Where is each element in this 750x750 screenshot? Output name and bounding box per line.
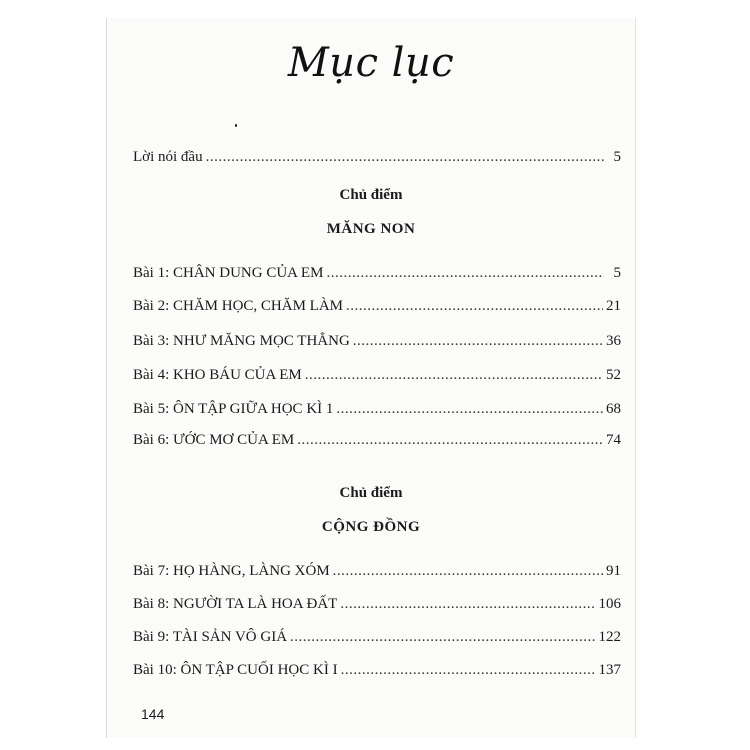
toc-label: Bài 7: HỌ HÀNG, LÀNG XÓM [133,563,330,579]
toc-label: Bài 8: NGƯỜI TA LÀ HOA ĐẤT [133,596,338,612]
dot-leader [341,661,596,679]
dot-leader [290,628,595,646]
page-number: 144 [141,706,165,722]
toc-label: Bài 5: ÔN TẬP GIỮA HỌC KÌ 1 [133,401,334,417]
section-heading: Chủ điểm [339,485,403,501]
toc-page: 106 [598,596,621,612]
toc-label: Bài 1: CHÂN DUNG CỦA EM [133,265,324,281]
dot-leader [206,148,604,166]
toc-label: Bài 9: TÀI SẢN VÔ GIÁ [133,629,288,645]
toc-page: 5 [613,149,621,165]
toc-entry [133,332,621,350]
dot-leader [336,400,603,418]
print-speck [235,124,237,127]
dot-leader [305,366,603,384]
toc-entry [133,628,621,646]
toc-label: Lời nói đầu [133,149,203,165]
toc-label: Bài 2: CHĂM HỌC, CHĂM LÀM [133,298,344,314]
toc-entry-intro [133,148,621,166]
toc-entry [133,297,621,315]
toc-entry [133,431,621,449]
section-name: CỘNG ĐỒNG [321,519,421,535]
dot-leader [340,595,595,613]
toc-entry [133,562,621,580]
toc-entry [133,366,621,384]
toc-page: 122 [598,629,621,645]
toc-label: Bài 4: KHO BÁU CỦA EM [133,367,302,383]
book-page [106,18,636,738]
toc-label: Bài 10: ÔN TẬP CUỐI HỌC KÌ I [133,662,338,678]
toc-entry [133,264,621,282]
toc-entry [133,661,621,679]
toc-page: 68 [606,401,621,417]
dot-leader [326,264,604,282]
toc-page: 91 [606,563,621,579]
dot-leader [297,431,603,449]
toc-page: 74 [606,432,621,448]
toc-page: 137 [598,662,621,678]
dot-leader [346,297,603,315]
toc-label: Bài 3: NHƯ MĂNG MỌC THẲNG [133,333,350,349]
toc-page: 5 [613,265,621,281]
toc-page: 21 [606,298,621,314]
toc-page: 52 [606,367,621,383]
dot-leader [353,332,603,350]
section-name: MĂNG NON [326,221,416,237]
toc-entry [133,595,621,613]
toc-label: Bài 6: ƯỚC MƠ CỦA EM [133,432,295,448]
toc-entry [133,400,621,418]
section-heading: Chủ điểm [339,187,403,203]
page-title: Mục lục [287,40,455,86]
dot-leader [333,562,603,580]
toc-page: 36 [606,333,621,349]
